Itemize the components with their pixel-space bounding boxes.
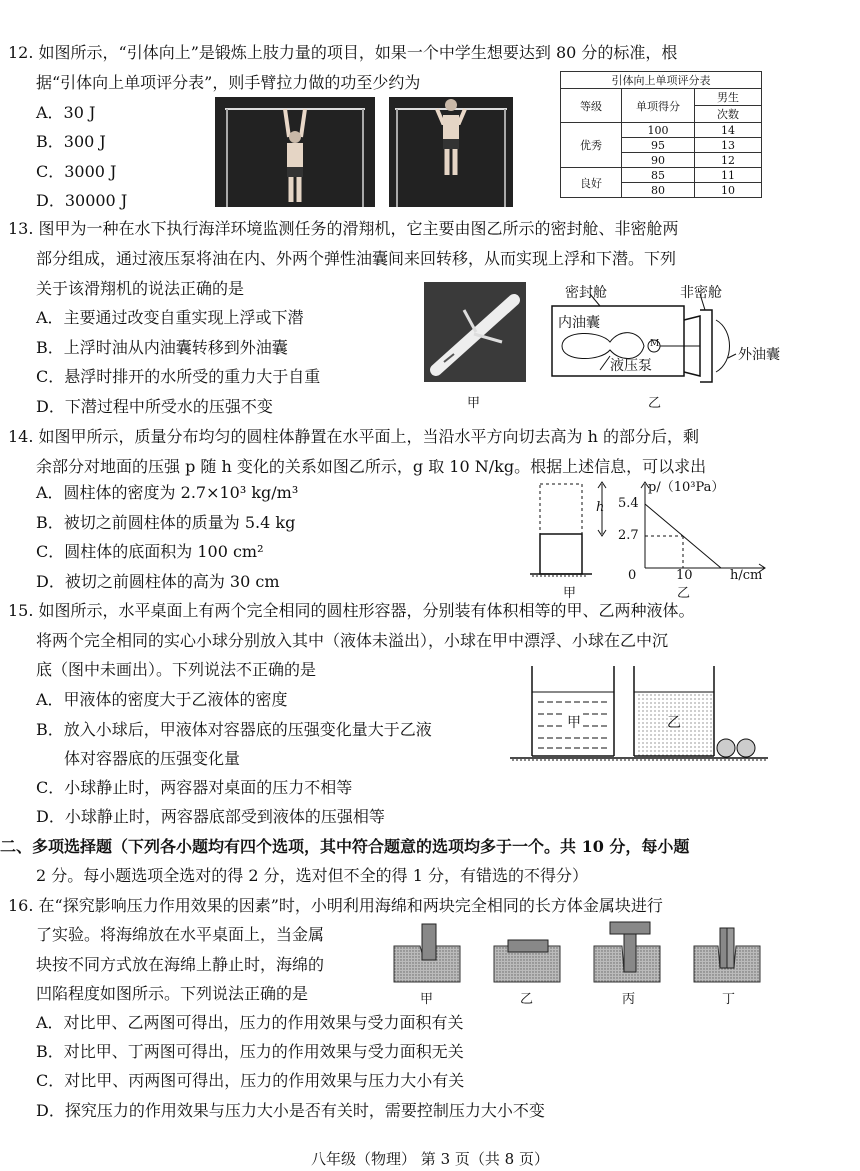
q16-stem-line4: 凹陷程度如图所示。下列说法正确的是 [36, 984, 309, 1003]
q13-option-a: A．主要通过改变自重实现上浮或下潜 [36, 308, 304, 327]
q13-fig-caption-b: 乙 [648, 396, 662, 411]
table-cell: 85 [622, 168, 695, 183]
q12-option-d: D．30000 J [36, 191, 128, 210]
q12-stem-line2: 据“引体向上单项评分表”，则手臂拉力做的功至少约为 [36, 73, 421, 92]
q14-stem-line1: 14. 如图甲所示，质量分布均匀的圆柱体静置在水平面上，当沿水平方向切去高为 h 的部分后，剩 [8, 427, 700, 446]
q15-option-b: B．放入小球后，甲液体对容器底的压强变化量大于乙液 [36, 720, 432, 739]
table-cell: 95 [622, 138, 695, 153]
graph-ylabel: p/（10³Pa） [648, 480, 725, 495]
table-cell: 80 [622, 183, 695, 198]
table-cell: 13 [695, 138, 762, 153]
q13-fig-caption-a: 甲 [467, 396, 481, 411]
section2-heading-line2: 2 分。每小题选项全选对的得 2 分，选对但不全的得 1 分，有错选的不得分） [36, 866, 588, 885]
q16-option-b: B．对比甲、丁两图可得出，压力的作用效果与受力面积无关 [36, 1042, 464, 1061]
pullup-score-table [560, 71, 762, 198]
q12-option-c: C．3000 J [36, 162, 117, 181]
q14-fig-caption-a: 甲 [563, 586, 577, 601]
table-cell: 10 [695, 183, 762, 198]
label-pump: 液压泵 [610, 358, 652, 374]
q12-option-b: B．300 J [36, 132, 106, 151]
q14-option-b: B．被切之前圆柱体的质量为 5.4 kg [36, 513, 296, 532]
q14-option-c: C．圆柱体的底面积为 100 cm² [36, 542, 264, 561]
q14-option-a: A．圆柱体的密度为 2.7×10³ kg/m³ [36, 483, 299, 502]
q14-fig-caption-b: 乙 [677, 586, 691, 601]
q16-caption-a: 甲 [420, 992, 434, 1007]
graph-ytick-2.7: 2.7 [618, 528, 639, 543]
q16-stem-line2: 了实验。将海绵放在水平桌面上，当金属 [36, 925, 325, 944]
label-outer-bladder: 外油囊 [738, 347, 780, 363]
q15-option-c: C．小球静止时，两容器对桌面的压力不相等 [36, 778, 353, 797]
q14-stem-line2: 余部分对地面的压强 p 随 h 变化的关系如图乙所示，g 取 10 N/kg。根据上述信息，可以求出 [36, 457, 707, 476]
table-grade-good: 良好 [561, 168, 622, 198]
q13-stem-line3: 关于该滑翔机的说法正确的是 [36, 279, 245, 298]
table-header-grade: 等级 [561, 89, 622, 123]
q15-stem-line3: 底（图中未画出）。下列说法不正确的是 [36, 660, 317, 679]
table-header-score: 单项得分 [622, 89, 695, 123]
label-h: h [596, 500, 605, 515]
graph-xtick-0: 0 [628, 568, 637, 583]
q14-option-d: D．被切之前圆柱体的高为 30 cm [36, 572, 280, 591]
page-footer: 八年级（物理） 第 3 页（共 8 页） [311, 1150, 549, 1168]
q15-option-b-cont: 体对容器底的压强变化量 [64, 749, 241, 768]
q13-stem-line1: 13. 图甲为一种在水下执行海洋环境监测任务的滑翔机，它主要由图乙所示的密封舱、非密舱两 [8, 219, 679, 238]
table-cell: 11 [695, 168, 762, 183]
q16-caption-c: 丙 [622, 992, 636, 1007]
q15-stem-line1: 15. 如图所示，水平桌面上有两个完全相同的圆柱形容器，分别装有体积相等的甲、乙两种液体。 [8, 601, 695, 620]
q13-stem-line2: 部分组成，通过液压泵将油在内、外两个弹性油囊间来回转移，从而实现上浮和下潜。下列 [36, 249, 677, 268]
graph-ytick-5.4: 5.4 [618, 496, 639, 511]
label-motor: M [650, 339, 660, 349]
q12-option-a: A．30 J [36, 103, 96, 122]
cylinder-diagram [528, 478, 618, 582]
sponge-diagrams [388, 920, 768, 984]
label-unsealed-cabin: 非密舱 [680, 285, 722, 301]
q12-stem-line1: 12. 如图所示，“引体向上”是锻炼上肢力量的项目，如果一个中学生想要达到 80 分的标准，根 [8, 43, 678, 62]
table-title: 引体向上单项评分表 [561, 72, 762, 89]
section2-heading-line1: 二、多项选择题（下列各小题均有四个选项，其中符合题意的选项均多于一个。共 10 分，每小题 [0, 837, 690, 856]
q13-option-c: C．悬浮时排开的水所受的重力大于自重 [36, 367, 321, 386]
containers-diagram [510, 662, 770, 762]
q16-stem-line3: 块按不同方式放在海绵上静止时，海绵的 [36, 955, 325, 974]
q13-option-d: D．下潜过程中所受水的压强不变 [36, 397, 273, 416]
q16-option-a: A．对比甲、乙两图可得出，压力的作用效果与受力面积有关 [36, 1013, 464, 1032]
q15-option-d: D．小球静止时，两容器底部受到液体的压强相等 [36, 807, 385, 826]
glider-photo [424, 282, 526, 382]
label-inner-bladder: 内油囊 [558, 315, 600, 331]
table-cell: 12 [695, 153, 762, 168]
q16-option-c: C．对比甲、丙两图可得出，压力的作用效果与压力大小有关 [36, 1071, 465, 1090]
table-cell: 14 [695, 123, 762, 138]
table-cell: 90 [622, 153, 695, 168]
table-cell: 100 [622, 123, 695, 138]
q16-stem-line1: 16. 在“探究影响压力作用效果的因素”时，小明利用海绵和两块完全相同的长方体金属块进行 [8, 896, 663, 915]
label-sealed-cabin: 密封舱 [565, 285, 607, 301]
q16-caption-b: 乙 [520, 992, 534, 1007]
q15-stem-line2: 将两个完全相同的实心小球分别放入其中（液体未溢出），小球在甲中漂浮、小球在乙中沉 [36, 631, 669, 650]
q13-option-b: B．上浮时油从内油囊转移到外油囊 [36, 338, 288, 357]
graph-xlabel: h/cm [730, 568, 763, 583]
label-liquid-a: 甲 [565, 712, 583, 732]
table-header-count: 次数 [695, 106, 762, 123]
label-liquid-b: 乙 [667, 715, 681, 731]
q16-caption-d: 丁 [722, 992, 736, 1007]
graph-xtick-10: 10 [676, 568, 693, 583]
table-header-male: 男生 [695, 89, 762, 106]
pullup-photo-hanging [215, 97, 375, 207]
table-grade-excellent: 优秀 [561, 123, 622, 168]
pullup-photo-raised [389, 97, 513, 207]
q15-option-a: A．甲液体的密度大于乙液体的密度 [36, 690, 288, 709]
q16-option-d: D．探究压力的作用效果与压力大小是否有关时，需要控制压力大小不变 [36, 1101, 545, 1120]
pressure-height-graph [625, 480, 770, 580]
